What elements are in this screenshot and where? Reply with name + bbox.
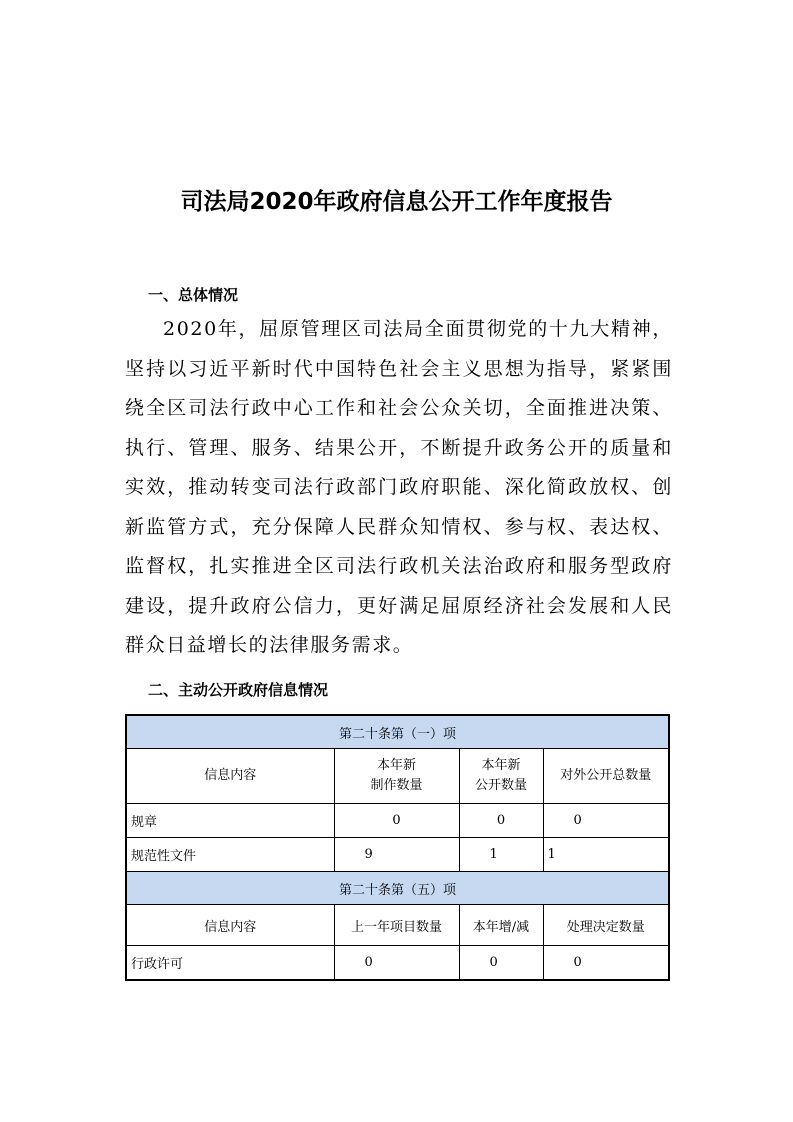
- table-cell: 0: [543, 946, 669, 981]
- table-cell: 0: [334, 946, 459, 981]
- disclosure-table: [125, 714, 670, 981]
- table-cell: 行政许可: [126, 946, 334, 981]
- column-header: 信息内容: [126, 905, 334, 946]
- table-cell: 9: [334, 838, 459, 872]
- column-header: 信息内容: [126, 749, 334, 804]
- column-header: 上一年项目数量: [334, 905, 459, 946]
- table-row: [126, 838, 669, 872]
- column-header: [459, 749, 543, 804]
- page-title: 司法局2020年政府信息公开工作年度报告: [180, 189, 613, 215]
- column-header: [334, 749, 459, 804]
- table-cell: 1: [459, 838, 543, 872]
- table-row: [126, 946, 669, 981]
- column-header: 本年增/减: [459, 905, 543, 946]
- table-section-header: [126, 715, 669, 749]
- table-cell: 0: [543, 804, 669, 838]
- table-cell: 0: [334, 804, 459, 838]
- table-row: [126, 804, 669, 838]
- table-cell: 0: [459, 804, 543, 838]
- header-line: 本年新 制作数量: [370, 758, 423, 793]
- table-section-header: [126, 872, 669, 905]
- table-header-row: [126, 905, 669, 946]
- header-line: 本年新 公开数量: [474, 758, 527, 793]
- section-title: 第二十条第（一）项: [126, 715, 669, 749]
- column-header: 处理决定数量: [543, 905, 669, 946]
- section-heading-proactive-disclosure: 二、主动公开政府信息情况: [148, 681, 329, 699]
- overview-paragraph: 2020年，屈原管理区司法局全面贯彻党的十九大精神，坚持以习近平新时代中国特色社会主义思想为指导，紧紧围绕全区司法行政中心工作和社会公众关切，全面推进决策、执行、管理、服务、结果公开，不断提升政务公开的质量和实效，推动转变司法行政部门政府职能、深化简政放权、创新监管方式，充分保障人民群众知情权、参与权、表达权、监督权，扎实推进全区司法行政机关法治政府和服务型政府建设，提升政府公信力，更好满足屈原经济社会发展和人民群众日益增长的法律服务需求。: [125, 318, 673, 656]
- column-header: 对外公开总数量: [543, 749, 669, 804]
- table-cell: 1: [543, 838, 669, 872]
- section-heading-overview: 一、总体情况: [148, 286, 239, 304]
- table-cell: 0: [459, 946, 543, 981]
- section-title: 第二十条第（五）项: [126, 872, 669, 905]
- table-cell: 规范性文件: [126, 838, 334, 872]
- table-header-row: [126, 749, 669, 804]
- table-cell: 规章: [126, 804, 334, 838]
